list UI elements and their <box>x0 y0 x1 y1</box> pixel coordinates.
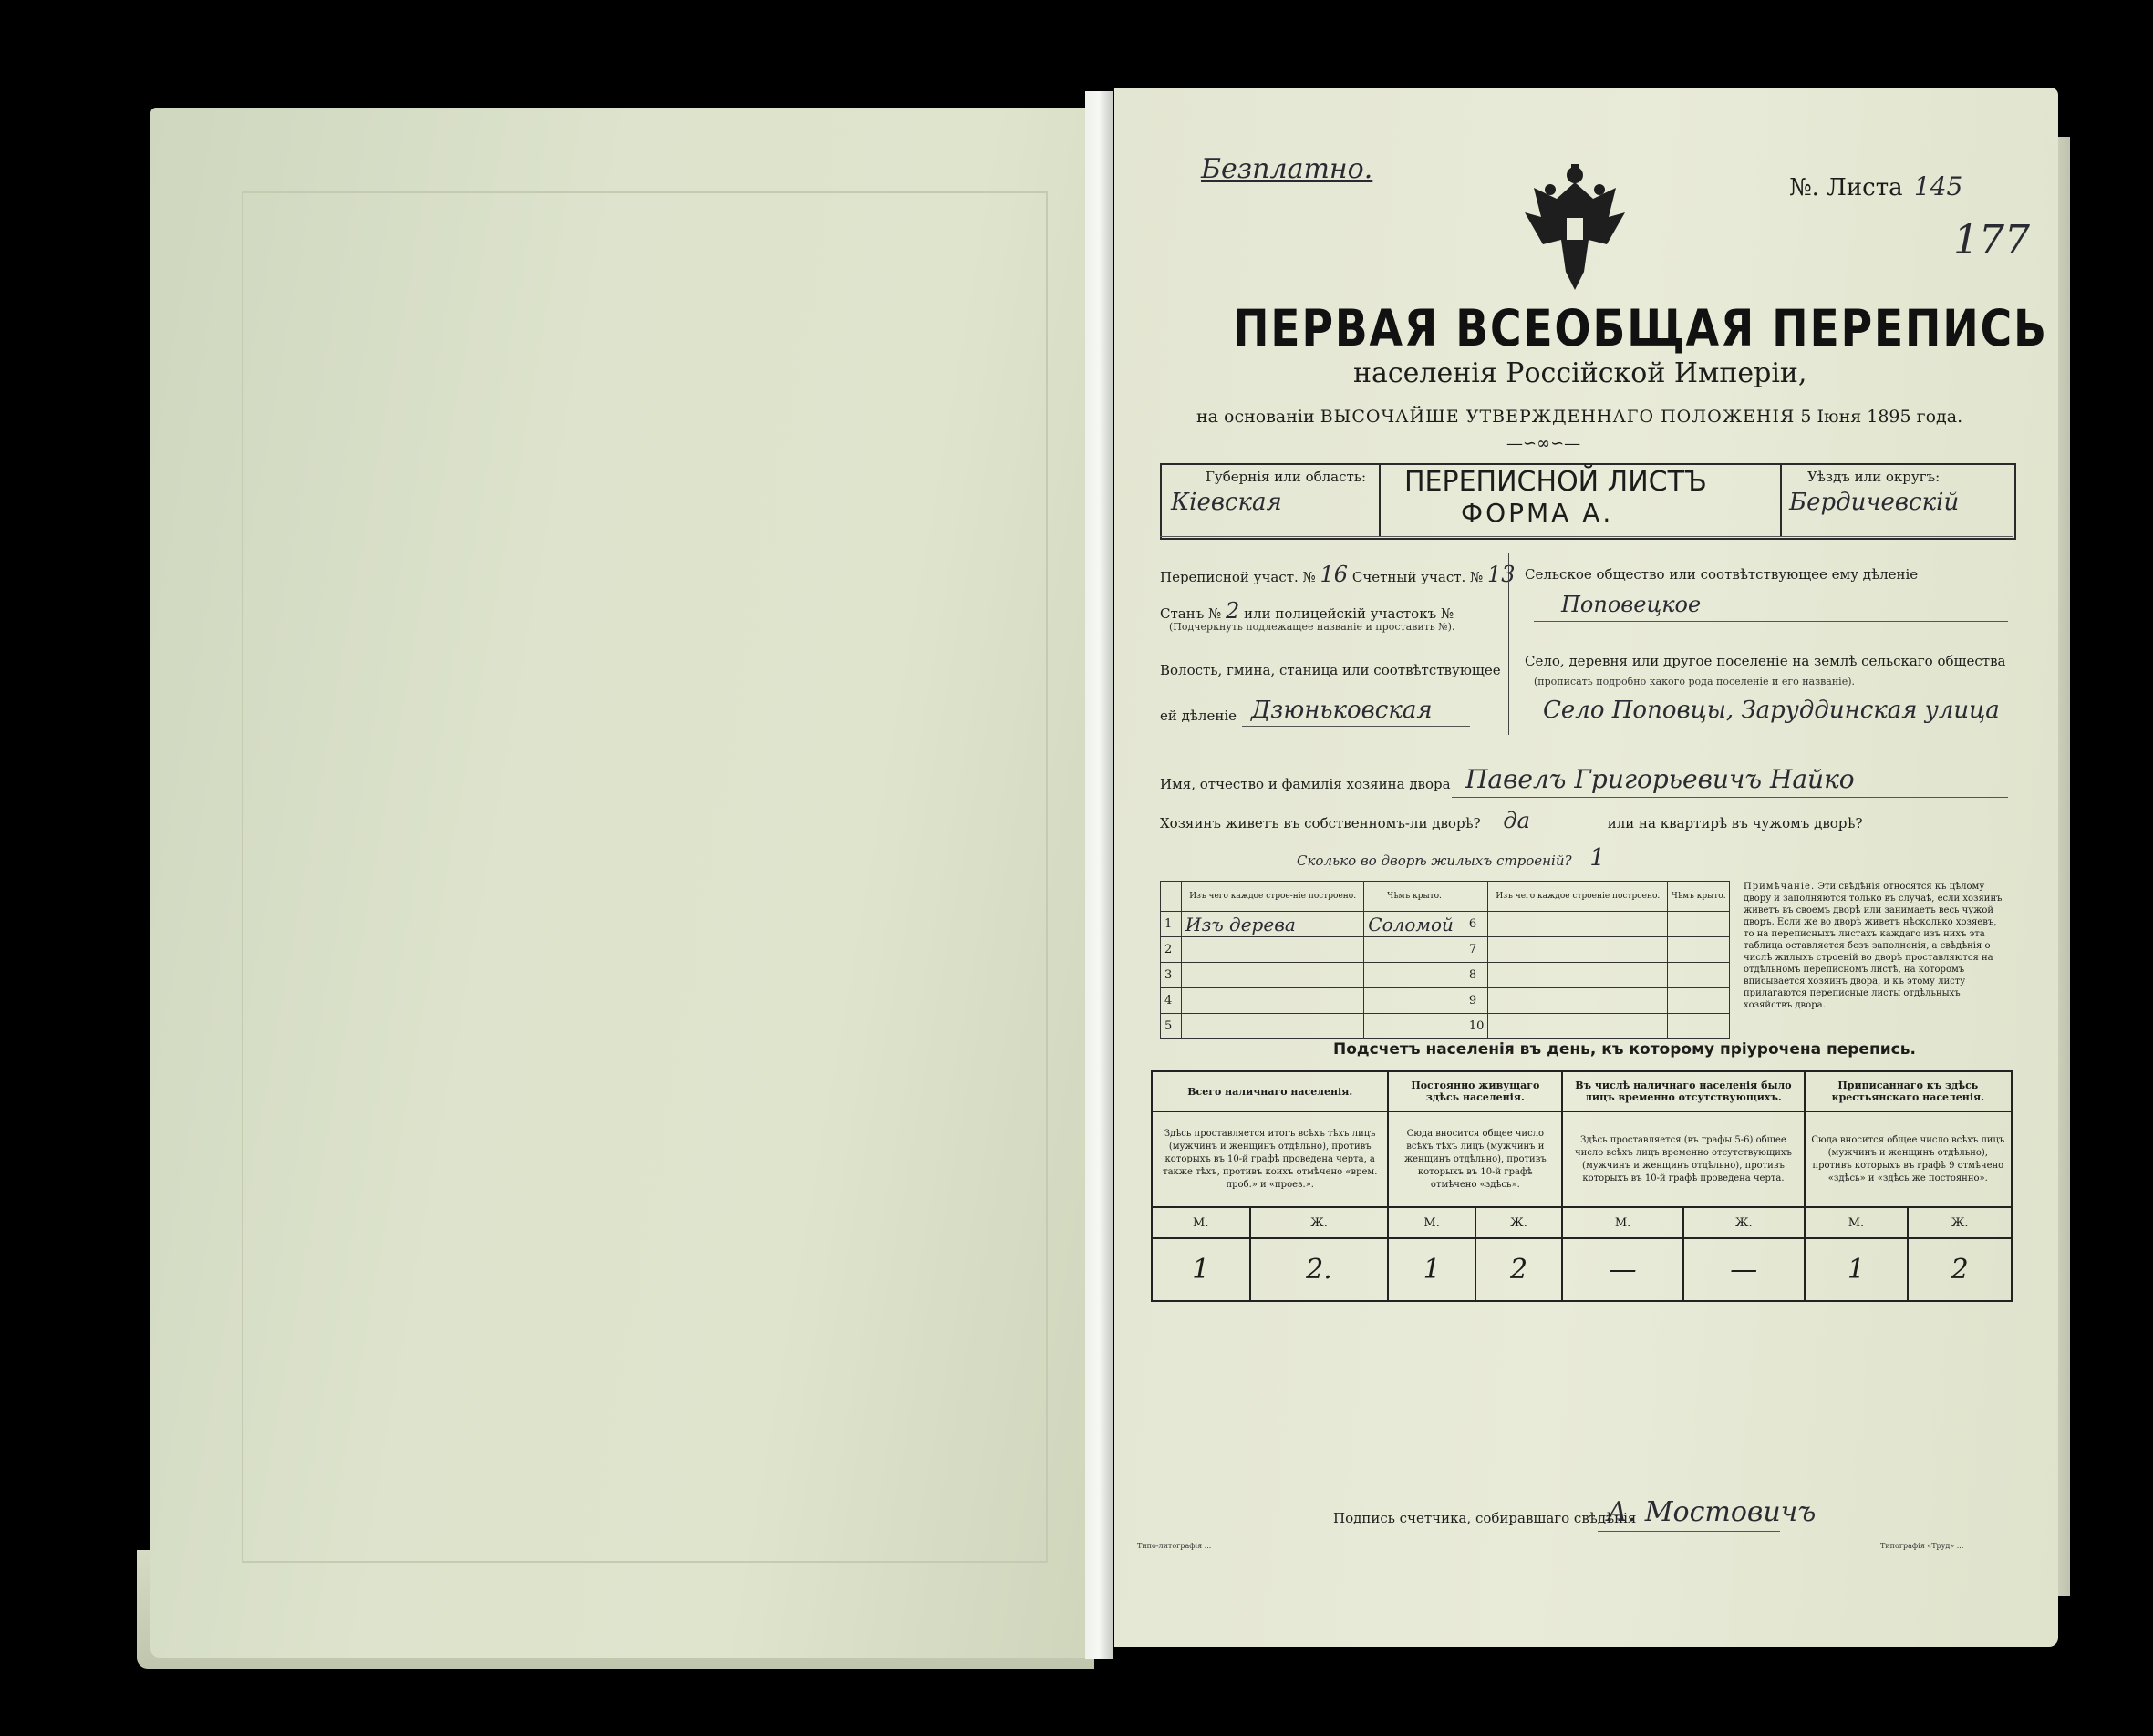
ornament-divider: —∽∞∽— <box>1506 434 1581 453</box>
gubernia-label: Губернія или область: <box>1206 469 1367 485</box>
left-page-frame <box>242 191 1048 1563</box>
volost-label2: ей дѣленіе <box>1160 708 1237 724</box>
table-row: 4 9 <box>1161 988 1730 1014</box>
signature-value: А. Мостовичъ <box>1607 1496 1817 1528</box>
table-row: 3 8 <box>1161 963 1730 988</box>
buildings-count: Сколько во дворѣ жилыхъ строеній? 1 <box>1297 844 1605 872</box>
printer-right: Типографія «Труд» ... <box>1880 1542 1964 1550</box>
legal-basis: на основаніи ВЫСОЧАЙШЕ УТВЕРЖДЕННАГО ПОЛОЖЕНІЯ 5 Іюня 1895 года. <box>1196 407 1963 427</box>
society-value: Поповецкое <box>1561 592 1702 617</box>
imperial-eagle-emblem <box>1516 162 1634 299</box>
village-label: Село, деревня или другое поселеніе на землѣ сельскаго общества <box>1525 653 2006 669</box>
sheet-number-value: 145 <box>1913 171 1963 202</box>
left-page <box>150 108 1085 1658</box>
form-name: ФОРМА А. <box>1461 498 1614 528</box>
table-row: 5 10 <box>1161 1014 1730 1039</box>
gubernia-value: Кiевская <box>1171 489 1282 516</box>
signature-label: Подпись счетчика, собиравшаго свѣдѣнія <box>1333 1510 1637 1526</box>
owner-residence: Хозяинъ живетъ въ собственномъ-ли дворѣ? да или на квартирѣ въ чужомъ дворѣ? <box>1160 808 1863 833</box>
table-row: 1 Изъ дерева Соломой 6 <box>1161 912 1730 937</box>
census-subtitle: населенія Россійской Имперіи, <box>1353 357 1807 389</box>
uezd-value: Бердичевскiй <box>1789 489 1960 516</box>
stan-note: (Подчеркнуть подлежащее названіе и проставить №). <box>1169 621 1455 633</box>
archive-number: 177 <box>1953 217 2030 264</box>
stan-field: Станъ № 2 или полицейскій участокъ № <box>1160 598 1454 624</box>
volost-value: Дзюньковская <box>1251 697 1433 724</box>
owner-value: Павелъ Григорьевичъ Найко <box>1465 764 1855 794</box>
census-title: ПЕРВАЯ ВСЕОБЩАЯ ПЕРЕПИСЬ <box>1233 299 2048 357</box>
owner-label: Имя, отчество и фамилія хозяина двора <box>1160 776 1451 792</box>
form-title: ПЕРЕПИСНОЙ ЛИСТЪ <box>1404 466 1707 498</box>
count-title: Подсчетъ населенія въ день, къ которому пріурочена перепись. <box>1333 1040 1916 1059</box>
table-note: Примѣчаніе. Эти свѣдѣнія относятся къ цѣлому двору и заполняются только въ случаѣ, если хозяинъ живетъ въ своемъ дворѣ или занимаетъ весь чужой дворъ. Если же во дворѣ живетъ нѣсколько хозяевъ, то на переписныхъ листахъ каждаго изъ нихъ эта таблица оставляется безъ заполненія, а свѣдѣнія о числѣ жилыхъ строеній во дворѣ проставляются на отдѣльномъ переписномъ листѣ, на которомъ вписывается хозяинъ двора, и къ этому листу прилагаются переписные листы отдѣльныхъ хозяйствъ двора. <box>1744 882 2003 1010</box>
sheet-number <box>1789 171 1962 202</box>
society-label: Сельское общество или соотвѣтствующее ему дѣленіе <box>1525 566 1919 583</box>
village-value: Село Поповцы, Заруддинская улица <box>1543 697 2000 724</box>
volost-label: Волость, гмина, станица или соотвѣтствующее <box>1160 662 1501 678</box>
free-label: Безплатно. <box>1201 153 1373 185</box>
census-area: Переписной участ. № 16 Счетный участ. № 13 <box>1160 562 1516 587</box>
buildings-table: Изъ чего каждое строе-ніе построено. Чѣмъ крыто. Изъ чего каждое строеніе построено. Чѣмъ крыто. 1 Изъ дерева Соломой 6 2 7 3 8 4 9 5 10 <box>1160 881 1730 1039</box>
village-note: (прописать подробно какого рода поселеніе и его названіе). <box>1534 676 1855 687</box>
count-values-row: 1 2. 1 2 — — 1 2 <box>1152 1238 2012 1301</box>
census-form-page <box>1114 88 2058 1647</box>
sheet-number-label: №. Листа <box>1789 174 1903 202</box>
uezd-label: Уѣздъ или округъ: <box>1807 469 1941 485</box>
table-row: 2 7 <box>1161 937 1730 963</box>
population-count-table: Всего наличнаго населенія. Постоянно живущаго здѣсь населенія. Въ числѣ наличнаго населенія было лицъ временно отсутствующихъ. Приписаннаго къ здѣсь крестьянскаго населенія. Здѣсь проставляется итогъ всѣхъ тѣхъ лицъ (мужчинъ и женщинъ отдѣльно), противъ которыхъ въ 10-й графѣ проведена черта, а также тѣхъ, противъ коихъ отмѣчено «врем. проб.» и «проез.». Сюда вносится общее число всѣхъ тѣхъ лицъ (мужчинъ и женщинъ отдѣльно), противъ которыхъ въ 10-й графѣ отмѣчено «здѣсь». Здѣсь проставляется (въ графы 5-6) общее число всѣхъ лицъ временно отсутствующихъ (мужчинъ и женщинъ отдѣльно), противъ которыхъ въ 10-й графѣ проведена черта. Сюда вносится общее число всѣхъ лицъ (мужчинъ и женщинъ отдѣльно), противъ которыхъ въ графѣ 9 отмѣчено «здѣсь» и «здѣсь же постоянно». М. Ж. М. Ж. М. Ж. М. Ж. 1 2. 1 2 — — 1 2 <box>1151 1070 2013 1302</box>
book-gutter <box>1085 91 1113 1659</box>
printer-left: Типо-литографія ... <box>1137 1542 1212 1550</box>
